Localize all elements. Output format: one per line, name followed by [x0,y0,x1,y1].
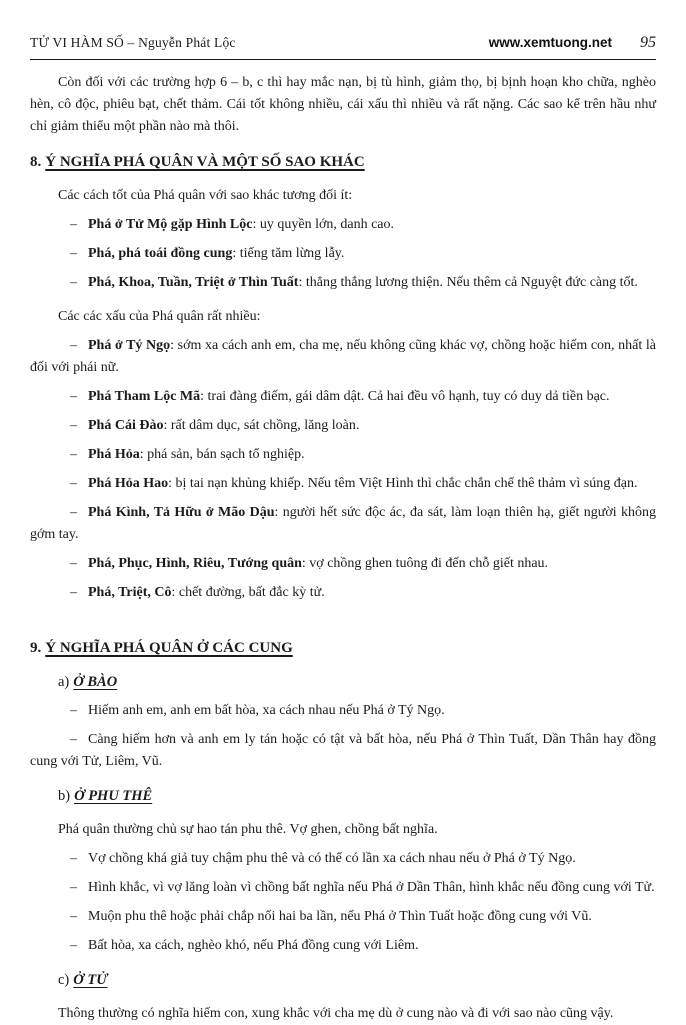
list-item-text: : rất dâm dục, sát chồng, lăng loàn. [163,418,360,433]
bullet-dash: – [70,938,77,953]
bullet-dash: – [70,880,77,895]
subsection-b-label: b) [58,788,71,804]
subsection-b-paragraph: Phá quân thường chủ sự hao tán phu thê. Vợ ghen, chồng bất nghĩa. [58,822,438,837]
subsection-b-title: Ở PHU THÊ [74,788,153,804]
intro-paragraph: Còn đối với các trường hợp 6 – b, c thì hay mắc nạn, bị tù hình, giảm thọ, bị bịnh hoạn kho chữa, nghèo hèn, cô độc, phiêu bạt, chết thảm. Cái tốt không nhiều, cái xấu thì nhiều và rất nặng. Các sao kể trên hầu như chỉ giảm thiểu một phần nào mà thôi. [30,75,656,134]
list-item [30,729,656,773]
list-item [30,335,656,379]
list-item-text: Vợ chồng khá giả tuy chậm phu thê và có thể có lần xa cách nhau nếu ở Phá ở Tý Ngọ. [88,851,576,866]
bullet-dash: – [70,418,77,433]
bullet-dash: – [70,505,77,520]
bullet-dash: – [70,476,77,491]
list-item-text: : thẳng thắng lương thiện. Nếu thêm cả Nguyệt đức càng tốt. [298,275,638,290]
list-item [30,214,656,236]
bullet-dash: – [70,338,77,353]
list-item-lead: Phá, Phục, Hình, Riêu, Tướng quân [88,556,302,571]
website-link[interactable]: www.xemtuong.net [488,35,612,50]
list-item [30,877,656,899]
bullet-dash: – [70,217,77,232]
list-item-text: : phá sản, bán sạch tổ nghiệp. [139,447,305,462]
section-9-number: 9. [30,640,42,656]
subsection-a-title: Ở BÀO [73,674,118,690]
list-item-text: : người hết sức độc ác, đa sát, làm loạn thiên hạ, giết người không gớm tay. [30,505,656,542]
header-right [489,34,656,52]
list-item-lead: Phá, Triệt, Cô [88,585,172,600]
subsection-c-paragraph: Thông thường có nghĩa hiếm con, xung khắc với cha mẹ dù ở cung nào và đi với sao nào cũng vậy. [58,1006,614,1021]
book-title: TỬ VI HÀM SỐ – Nguyễn Phát Lộc [30,35,236,50]
list-item-lead: Phá Cái Đào [88,418,164,433]
list-item-text: : uy quyền lớn, danh cao. [252,217,395,232]
list-item-text: Hình khắc, vì vợ lăng loàn vì chồng bất nghĩa nếu Phá ở Dần Thân, hình khắc nếu đồng cung với Tử. [88,880,655,895]
subsection-c-heading [30,969,656,991]
bullet-dash: – [70,246,77,261]
list-item-text: : vợ chồng ghen tuông đi đến chỗ giết nhau. [301,556,549,571]
list-item-text: : bị tai nạn khủng khiếp. Nếu têm Việt Hình thì chắc chắn chế thê thảm vì súng đạn. [168,476,638,491]
page-header [30,34,656,60]
bullet-dash: – [70,585,77,600]
list-item-lead: Phá ở Tử Mộ gặp Hình Lộc [88,217,253,232]
list-item-lead: Phá Hỏa [88,447,140,462]
list-item-text: : tiếng tăm lừng lẫy. [232,246,345,261]
list-item [30,906,656,928]
list-item-text: : chết đường, bất đắc kỳ tử. [171,585,325,600]
section-8-bad-intro: Các các xấu của Phá quân rất nhiều: [58,309,261,324]
bullet-dash: – [70,556,77,571]
bullet-dash: – [70,703,77,718]
list-item [30,935,656,957]
subsection-c-label: c) [58,972,70,988]
list-item-text: : sớm xa cách anh em, cha mẹ, nếu không cũng khác vợ, chồng hoặc hiếm con, nhất là đối với phái nữ. [30,338,656,375]
list-item [30,848,656,870]
section-9-heading [30,637,656,659]
section-8-number: 8. [30,154,42,170]
list-item-text: Bất hòa, xa cách, nghèo khó, nếu Phá đồng cung với Liêm. [88,938,419,953]
subsection-a-label: a) [58,674,70,690]
list-item [30,415,656,437]
subsection-c-title: Ở TỬ [73,972,108,988]
list-item [30,582,656,604]
list-item [30,272,656,294]
list-item-lead: Phá, phá toái đồng cung [88,246,233,261]
list-item-lead: Phá Tham Lộc Mã [88,389,201,404]
bullet-dash: – [70,909,77,924]
subsection-b-heading [30,785,656,807]
list-item-lead: Phá Hỏa Hao [88,476,169,491]
list-item [30,386,656,408]
list-item-text: : trai đàng điếm, gái dâm dật. Cả hai đều vô hạnh, tuy có duy dả tiền bạc. [200,389,610,404]
list-item-lead: Phá ở Tý Ngọ [88,338,171,353]
bullet-dash: – [70,732,77,747]
list-item-lead: Phá Kình, Tả Hữu ở Mão Dậu [88,505,275,520]
list-item [30,473,656,495]
list-item [30,553,656,575]
list-item-text: Muộn phu thê hoặc phải chắp nối hai ba lần, nếu Phá ở Thìn Tuất hoặc đồng cung với Vũ. [88,909,592,924]
section-9-title: Ý NGHĨA PHÁ QUÂN Ở CÁC CUNG [45,640,293,656]
subsection-a-heading [30,671,656,693]
list-item [30,243,656,265]
list-item [30,700,656,722]
bullet-dash: – [70,447,77,462]
list-item [30,502,656,546]
bullet-dash: – [70,851,77,866]
list-item-text: Càng hiếm hơn và anh em ly tán hoặc có tật và bất hòa, nếu Phá ở Thìn Tuất, Dần Thân hay đồng cung với Tử, Liêm, Vũ. [30,732,656,769]
bullet-dash: – [70,275,77,290]
page-number: 95 [640,34,656,51]
list-item-text: Hiếm anh em, anh em bất hòa, xa cách nhau nếu Phá ở Tý Ngọ. [88,703,445,718]
section-8-heading [30,151,656,173]
bullet-dash: – [70,389,77,404]
list-item [30,444,656,466]
section-8-good-intro: Các cách tốt của Phá quân với sao khác tương đối ít: [58,188,353,203]
section-8-title: Ý NGHĨA PHÁ QUÂN VÀ MỘT SỐ SAO KHÁC [45,154,365,170]
list-item-lead: Phá, Khoa, Tuần, Triệt ở Thìn Tuất [88,275,299,290]
